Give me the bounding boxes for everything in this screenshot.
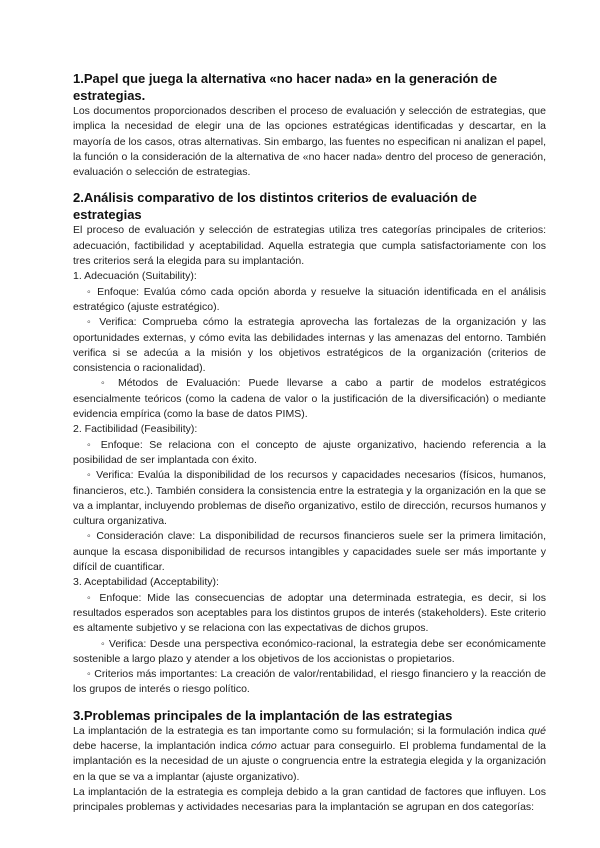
criterion-2-consideracion xyxy=(73,529,546,575)
criterion-2-title: 2. Factibilidad (Feasibility): xyxy=(73,423,198,436)
section-3-p1-part-b: debe hacerse, la implantación indica xyxy=(73,739,252,752)
criterion-2-enfoque-text: ◦ Enfoque: Se relaciona con el concepto de ajuste organizativo, haciendo referencia a la posibilidad de ser implantada con éxito. xyxy=(73,439,546,466)
criterion-2-consideracion-text: ◦ Consideración clave: La disponibilidad de recursos financieros suele ser la primera limitación, aunque la escasa disponibilidad de recursos intangibles y capacidades suele ser más importante y difícil de cuantificar. xyxy=(73,530,546,573)
section-3-p1-part-c: actuar para conseguirlo. El problema fundamental de la implantación es la necesidad de un ajuste o congruencia entre la estrategia elegida y la organización en la que se va a implantar (ajuste organizativo). xyxy=(73,739,546,783)
criterion-2-verifica xyxy=(73,468,546,529)
section-1-heading: 1.Papel que juega la alternativa «no hacer nada» en la generación de estrategias. xyxy=(73,71,498,103)
criterion-1-verifica xyxy=(73,315,546,376)
criterion-3-criterios xyxy=(73,667,546,698)
section-2-intro: El proceso de evaluación y selección de estrategias utiliza tres categorías principales de criterios: adecuación, factibilidad y aceptabilidad. Aquella estrategia que cumpla satisfactoriamente con los tres criterios será la elegida para su implantación. xyxy=(73,224,546,268)
section-3-heading: 3.Problemas principales de la implantación de las estrategias xyxy=(73,707,453,723)
criterion-3-verifica-text: ◦ Verifica: Desde una perspectiva económico-racional, la estrategia debe ser económicamente sostenible a largo plazo y atender a los objetivos de los accionistas o propietarios. xyxy=(73,638,546,665)
section-1 xyxy=(73,70,546,180)
section-3 xyxy=(73,707,546,816)
criterion-1-title: 1. Adecuación (Suitability): xyxy=(73,270,197,283)
criterion-2-verifica-text: ◦ Verifica: Evalúa la disponibilidad de los recursos y capacidades necesarios (físicos, humanos, financieros, etc.). También considera la consistencia entre la estrategia y la organización en la que se va a implantar, incluyendo problemas de diseño organizativo, estilo de dirección, recursos humanos y cultura organizativa. xyxy=(73,469,546,527)
section-2 xyxy=(73,189,546,697)
criterion-1-metodos xyxy=(73,376,546,422)
section-3-p1-part-a: La implantación de la estrategia es tan importante como su formulación; si la formulación indica xyxy=(73,724,529,737)
section-2-heading: 2.Análisis comparativo de los distintos criterios de evaluación de estrategias xyxy=(73,190,477,223)
emphasis-que: qué xyxy=(528,724,546,737)
section-1-paragraph: Los documentos proporcionados describen el proceso de evaluación y selección de estrategias, que implica la necesidad de elegir una de las opciones estratégicas identificadas y descartar, en la mayoría de los casos, otras alternativas. Sin embargo, las fuentes no especifican ni analizan el papel, la función o la consideración de la alternativa de «no hacer nada» dentro del proceso de generación, evaluación o selección de estrategias. xyxy=(73,105,546,179)
criterion-1-metodos-text: ◦ Métodos de Evaluación: Puede llevarse a cabo a partir de modelos estratégicos esencialmente teóricos (como la cadena de valor o la justificación de la diversificación) o mediante evidencia empírica (como la base de datos PIMS). xyxy=(73,377,546,420)
criterion-1-enfoque-text: ◦ Enfoque: Evalúa cómo cada opción aborda y resuelve la situación identificada en el análisis estratégico (ajuste estratégico). xyxy=(73,286,546,313)
criterion-3-criterios-text: ◦ Criterios más importantes: La creación de valor/rentabilidad, el riesgo financiero y la reacción de los grupos de interés o riesgo político. xyxy=(73,668,546,695)
criterion-1-enfoque xyxy=(73,285,546,316)
criterion-3-verifica xyxy=(73,637,546,668)
criterion-1-verifica-text: ◦ Verifica: Comprueba cómo la estrategia aprovecha las fortalezas de la organización y las oportunidades externas, y cómo evita las debilidades internas y las amenazas del entorno. También verifica si se adecúa a la misión y los objetivos estratégicos de la organización (criterios de consistencia o racionalidad). xyxy=(73,316,546,374)
emphasis-como: cómo xyxy=(251,739,277,752)
criterion-3-enfoque-text: ◦ Enfoque: Mide las consecuencias de adoptar una determinada estrategia, es decir, si los resultados esperados son aceptables para los distintos grupos de interés (stakeholders). Este criterio es altamente subjetivo y se relaciona con las expectativas de dichos grupos. xyxy=(73,592,546,635)
section-3-paragraph-2: La implantación de la estrategia es compleja debido a la gran cantidad de factores que influyen. Los principales problemas y actividades necesarias para la implantación se agrupan en dos categorías: xyxy=(73,785,546,814)
section-3-paragraph-1 xyxy=(73,724,546,785)
criterion-3-enfoque xyxy=(73,591,546,637)
criterion-2-enfoque xyxy=(73,438,546,469)
criterion-3-title: 3. Aceptabilidad (Acceptability): xyxy=(73,576,219,589)
